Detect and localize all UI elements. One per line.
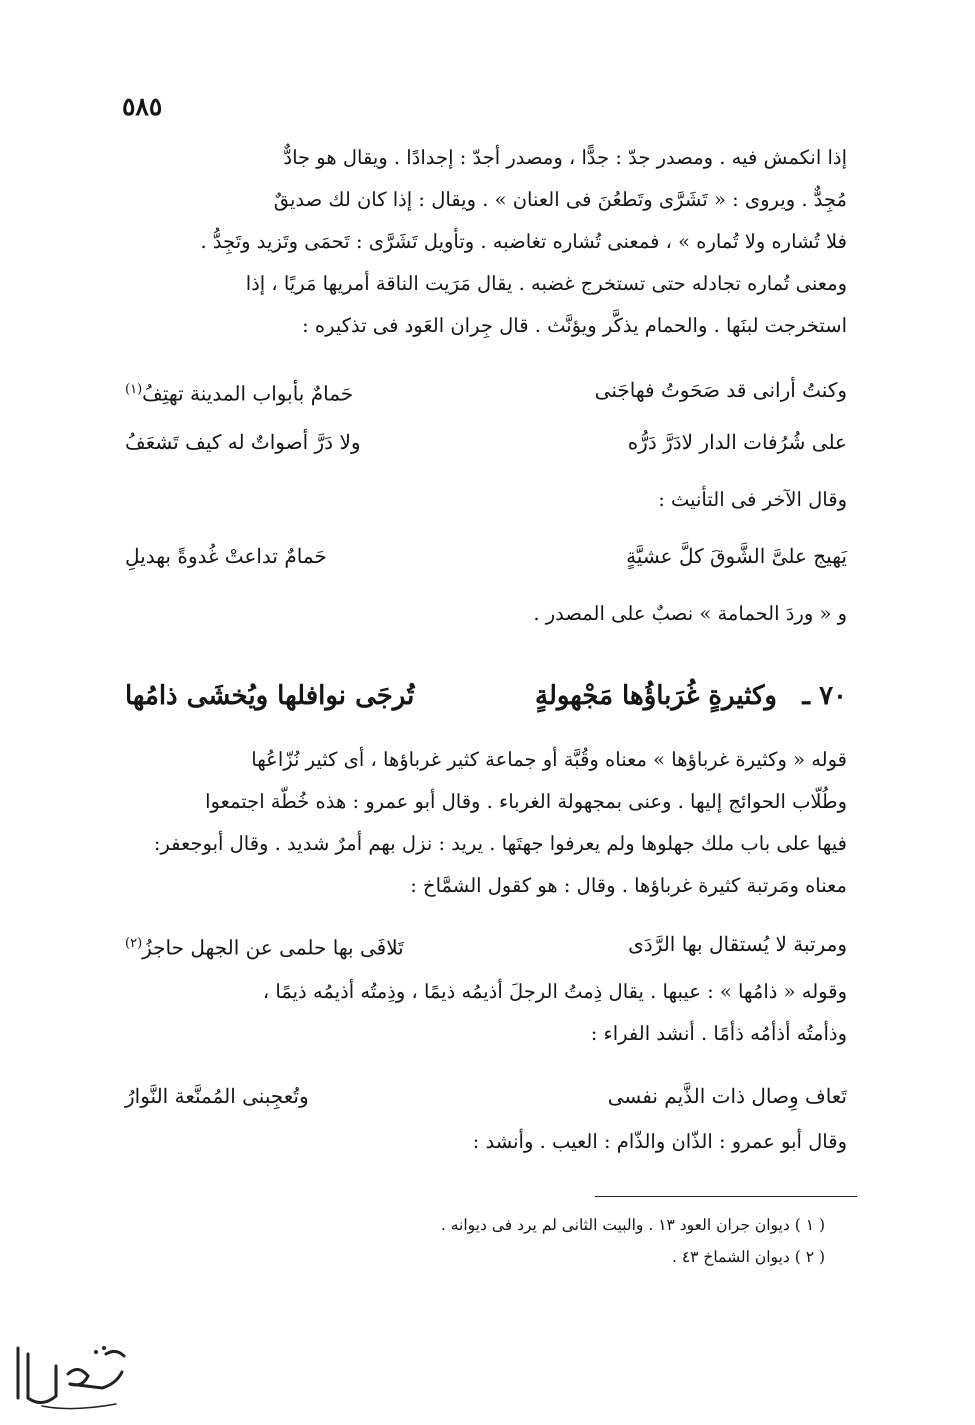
- heading-hemistich-right: وكثيرةٍ غُرَباؤُها مَجْهولةٍ: [535, 681, 777, 711]
- footnote-marker-1: (١): [125, 382, 143, 397]
- paragraph-commentary-1: [125, 140, 847, 360]
- text-line: وطُلّاب الحوائج إليها . وعنى بمجهولة الغرباء . وقال أبو عمرو : هذه خُطّة اجتمعوا: [205, 790, 847, 813]
- verse-hemistich-left: [125, 924, 404, 968]
- text-line: مُجِدٌّ . ويروى : « تَشَرَّى وتَطعُنَ فى العنان » . ويقال : إذا كان لك صديقٌ: [273, 188, 847, 211]
- text-line: وقال الآخر فى التأنيث :: [658, 488, 847, 511]
- verse-number: ٧٠ ـ: [802, 681, 847, 711]
- footnote-divider: [595, 1196, 857, 1197]
- verse-hemistich-right: يَهيج علىَّ الشَّوقَ كلَّ عشيَّةٍ: [626, 544, 847, 568]
- verse-hemistich-left: [125, 370, 353, 414]
- text-line: استخرجت لبنَها . والحمام يذكَّر ويؤنَّث . قال جِران العَود فى تذكيره :: [302, 314, 847, 337]
- verse-hemistich-right: تَعاف وِصال ذات الذَّيم نفسى: [607, 1084, 847, 1108]
- verse-line: [125, 924, 847, 964]
- text-line: و « وردَ الحمامة » نصبٌ على المصدر .: [533, 602, 847, 625]
- text-line: وقوله « ذامُها » : عيبها . يقال ذِمتُ الرجلَ أذيمُه ذيمًا ، وذِمتُه أذيمُه ذيمًا ،: [262, 980, 847, 1003]
- text-line: وذأمتُه أذأمُه ذأمًا . أنشد الفراء :: [590, 1022, 847, 1045]
- text-line: إذا انكمش فيه . ومصدر جدّ : جدًّا ، ومصدر أجدّ : إجدادًا . ويقال هو جادٌّ: [283, 146, 847, 169]
- page-number: ٥٨٥: [122, 92, 163, 121]
- verse-hemistich-right: ومرتبة لا يُستقال بها الرَّدَى: [628, 932, 847, 956]
- footnote-2: ( ٢ ) ديوان الشماخ ٤٣ .: [671, 1248, 825, 1266]
- verse-line: [125, 536, 847, 576]
- paragraph-note: [125, 596, 847, 632]
- text-line: معناه ومَرتبة كثيرة غرباؤها . وقال : هو كقول الشمَّاخ :: [410, 874, 847, 897]
- verse-hemistich-right: وكنتُ أرانى قد صَحَوتُ فهاجَنى: [594, 378, 847, 402]
- verse-hemistich-left: وتُعجِبنى المُمنَّعة النَّوارُ: [125, 1084, 309, 1108]
- publisher-logo: [12, 1336, 130, 1414]
- verse-line: [125, 422, 847, 462]
- verse-hemistich-left: ولا دَرَّ أصواتٌ له كيف تَشعَفُ: [125, 430, 361, 454]
- verse-hemistich-left: حَمامٌ تداعتْ غُدوةً بهديلِ: [125, 544, 327, 568]
- paragraph-final: [125, 1124, 847, 1160]
- verse-hemistich-left-text: حَمامٌ بأبواب المدينة تهتِفُ: [142, 381, 354, 406]
- heading-hemistich-left: تُرجَى نوافلها ويُخشَى ذامُها: [125, 681, 415, 711]
- text-line: قوله « وكثيرة غرباؤها » معناه وقُبَّة أو جماعة كثير غرباؤها ، أى كثير نُزّاعُها: [251, 748, 847, 771]
- verse-heading: [125, 672, 847, 720]
- text-line: ومعنى تُماره تجادله حتى تستخرج غضبه . يقال مَرَيت الناقة أمريها مَريًا ، إذا: [245, 272, 847, 295]
- text-line: وقال أبو عمرو : الذّان والذّام : العيب . وأنشد :: [472, 1130, 847, 1153]
- paragraph-commentary-3: [125, 974, 847, 1058]
- text-line: فلا تُشاره ولا تُماره » ، فمعنى تُشاره تغاضبه . وتأويل تَشَرَّى : تَحمَى وتَزيد وتَجِدُّ .: [200, 230, 847, 253]
- footnote-marker-2: (٢): [125, 936, 143, 951]
- text-line: فيها على باب ملك جهلوها ولم يعرفوا جهتَها . يريد : نزل بهم أمرٌ شديد . وقال أبوجعفر:: [153, 832, 847, 855]
- footnote-1: ( ١ ) ديوان جران العود ١٣ . والبيت الثانى لم يرد فى ديوانه .: [440, 1216, 825, 1234]
- paragraph-intro: [125, 482, 847, 518]
- verse-line: [125, 1076, 847, 1116]
- verse-line: [125, 370, 847, 410]
- verse-hemistich-left-text: تَلافَى بها حلمى عن الجهل حاجزُ: [142, 935, 404, 960]
- verse-hemistich-right: على شُرُفات الدار لادَرَّ دَرُّه: [627, 430, 847, 454]
- paragraph-commentary-2: [125, 742, 847, 912]
